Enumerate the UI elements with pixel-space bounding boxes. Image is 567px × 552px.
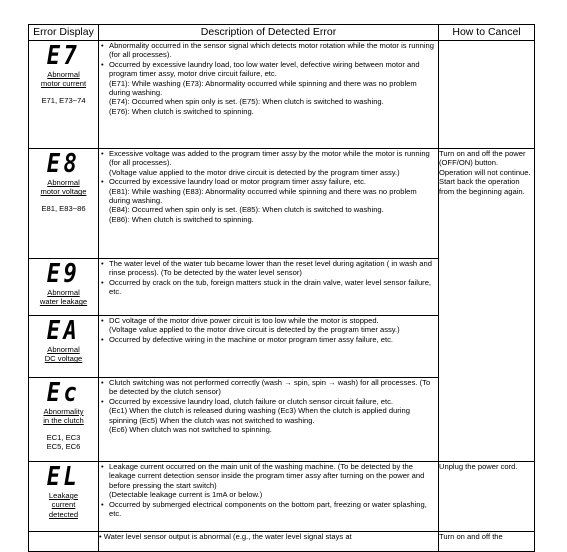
description-item <box>109 278 438 297</box>
error-subcodes: E71, E73~74 <box>41 95 86 105</box>
error-description-cell <box>99 378 439 462</box>
description-note: (Voltage value applied to the motor drive circuit is detected by the program timer assy.) <box>109 167 400 177</box>
description-text: Occurred by submerged electrical components on the bottom part, freezing or water splashing, etc. <box>109 499 427 519</box>
error-row <box>29 532 535 552</box>
description-note: (E76): When clutch is switched to spinning. <box>109 106 254 116</box>
error-code: E9 <box>46 259 81 289</box>
error-description-cell <box>99 41 439 149</box>
error-display-cell <box>29 41 99 149</box>
error-label: Abnormal <box>47 178 80 187</box>
description-text: Abnormality occurred in the sensor signal which detects motor rotation while the motor is running (for all processes). <box>109 41 434 60</box>
description-item <box>109 462 438 500</box>
description-item <box>109 259 438 278</box>
description-note: (Detectable leakage current is 1mA or below.) <box>109 490 263 500</box>
error-code: Ec <box>46 378 81 408</box>
description-list <box>99 259 438 297</box>
description-item <box>109 397 438 435</box>
description-text: DC voltage of the motor drive power circuit is too low while the motor is stopped. <box>109 316 379 325</box>
description-note: (E81): While washing (E83): Abnormality occurred while spinning and there was no problem during washing. <box>109 186 417 206</box>
description-text: Excessive voltage was added to the program timer assy by the motor while the motor is running (for all processes). <box>109 149 430 168</box>
error-label: water leakage <box>39 297 88 307</box>
description-list <box>99 316 438 344</box>
error-label: Abnormality <box>43 407 84 416</box>
description-note: (Voltage value applied to the motor drive circuit is detected by the program timer assy.) <box>109 325 400 335</box>
error-row <box>29 41 535 149</box>
description-text: Clutch switching was not performed correctly (wash → spin, spin → wash) for all processes. (To be detected by the clutch sensor) <box>109 378 431 397</box>
description-note: (E71): While washing (E73): Abnormality occurred while spinning and there was no problem during washing. <box>109 78 417 98</box>
description-item <box>109 60 438 116</box>
error-label: in the clutch <box>43 416 84 426</box>
description-text: Leakage current occurred on the main unit of the washing machine. (To be detected by the leakage current detection sensor inside the program timer assy after turning on the power and before pressing the start switch) <box>109 462 425 490</box>
error-code: E8 <box>46 149 81 179</box>
description-item <box>109 149 438 177</box>
description-text: • Water level sensor output is abnormal (e.g., the water level signal stays at <box>99 532 352 541</box>
error-display-cell <box>29 316 99 378</box>
description-text: Occurred by defective wiring in the machine or motor program timer assy failure, etc. <box>109 334 394 344</box>
error-label: motor voltage <box>40 187 87 197</box>
error-display-cell <box>29 378 99 462</box>
error-code: E7 <box>46 41 81 71</box>
error-label: Abnormal <box>47 345 80 354</box>
error-label: motor current <box>40 79 87 89</box>
error-description-cell <box>99 316 439 378</box>
description-text: Occurred by excessive laundry load or motor program timer assy failure, etc. <box>109 177 367 187</box>
description-text: Occurred by excessive laundry load, clutch failure or clutch sensor circuit failure, etc. <box>109 396 394 406</box>
cancel-cell: Turn on and off the power (OFF/ON) button. Operation will not continue. Start back the operation from the beginning again. <box>439 149 535 462</box>
error-subcodes: E81, E83~86 <box>41 203 86 213</box>
error-display-cell <box>29 532 99 552</box>
description-item <box>109 335 438 344</box>
error-display-cell <box>29 149 99 259</box>
description-text: The water level of the water tub became lower than the reset level during agitation ( in wash and rinse process). (To be detected by the water level sensor) <box>109 259 432 278</box>
description-note: (Ec6) When clutch was not switched to spinning. <box>109 425 272 435</box>
description-list <box>99 462 438 518</box>
error-display-cell <box>29 462 99 532</box>
error-code-table <box>28 24 535 552</box>
error-description-cell <box>99 259 439 316</box>
header-description: Description of Detected Error <box>99 25 439 41</box>
error-code: EA <box>46 316 81 346</box>
description-note: (E74): Occurred when spin only is set. (E75): When clutch is switched to washing. <box>109 97 384 107</box>
description-item <box>109 378 438 397</box>
error-label: Abnormal <box>47 288 80 297</box>
error-label: current <box>51 500 76 510</box>
table-header-row <box>29 25 535 41</box>
header-how-to-cancel: How to Cancel <box>439 25 535 41</box>
cancel-cell: Turn on and off the <box>439 532 535 552</box>
description-note: (E86): When clutch is switched to spinning. <box>109 214 254 224</box>
cancel-cell <box>439 41 535 149</box>
header-error-display: Error Display <box>29 25 99 41</box>
description-item <box>109 316 438 335</box>
description-note: (Ec1) When the clutch is released during washing (Ec3) When the clutch is applied during spinning (Ec5) When the clutch was not switched to washing. <box>109 406 410 425</box>
description-item <box>109 177 438 224</box>
error-label: Abnormal <box>47 70 80 79</box>
error-label: detected <box>48 509 79 519</box>
error-code: EL <box>46 462 81 492</box>
error-row <box>29 149 535 259</box>
error-label: DC voltage <box>44 354 83 364</box>
description-item <box>109 41 438 60</box>
description-note: (E84): Occurred when spin only is set. (E85): When clutch is switched to washing. <box>109 205 384 215</box>
error-display-cell <box>29 259 99 316</box>
description-list <box>99 41 438 116</box>
description-text: Occurred by crack on the tub, foreign matters stuck in the drain valve, water level sensor failure, etc. <box>109 277 432 297</box>
description-text: Occurred by excessive laundry load, too low water level, defective wiring between motor and program timer assy, motor drive circuit failure, etc. <box>109 59 420 79</box>
description-list <box>99 378 438 434</box>
cancel-cell: Unplug the power cord. <box>439 462 535 532</box>
error-description-cell <box>99 149 439 259</box>
error-description-cell <box>99 532 439 552</box>
error-description-cell <box>99 462 439 532</box>
description-item <box>109 500 438 519</box>
error-row <box>29 462 535 532</box>
description-list <box>99 149 438 224</box>
error-label: Leakage <box>48 491 79 500</box>
error-subcodes: EC1, EC3 EC5, EC6 <box>46 432 81 452</box>
